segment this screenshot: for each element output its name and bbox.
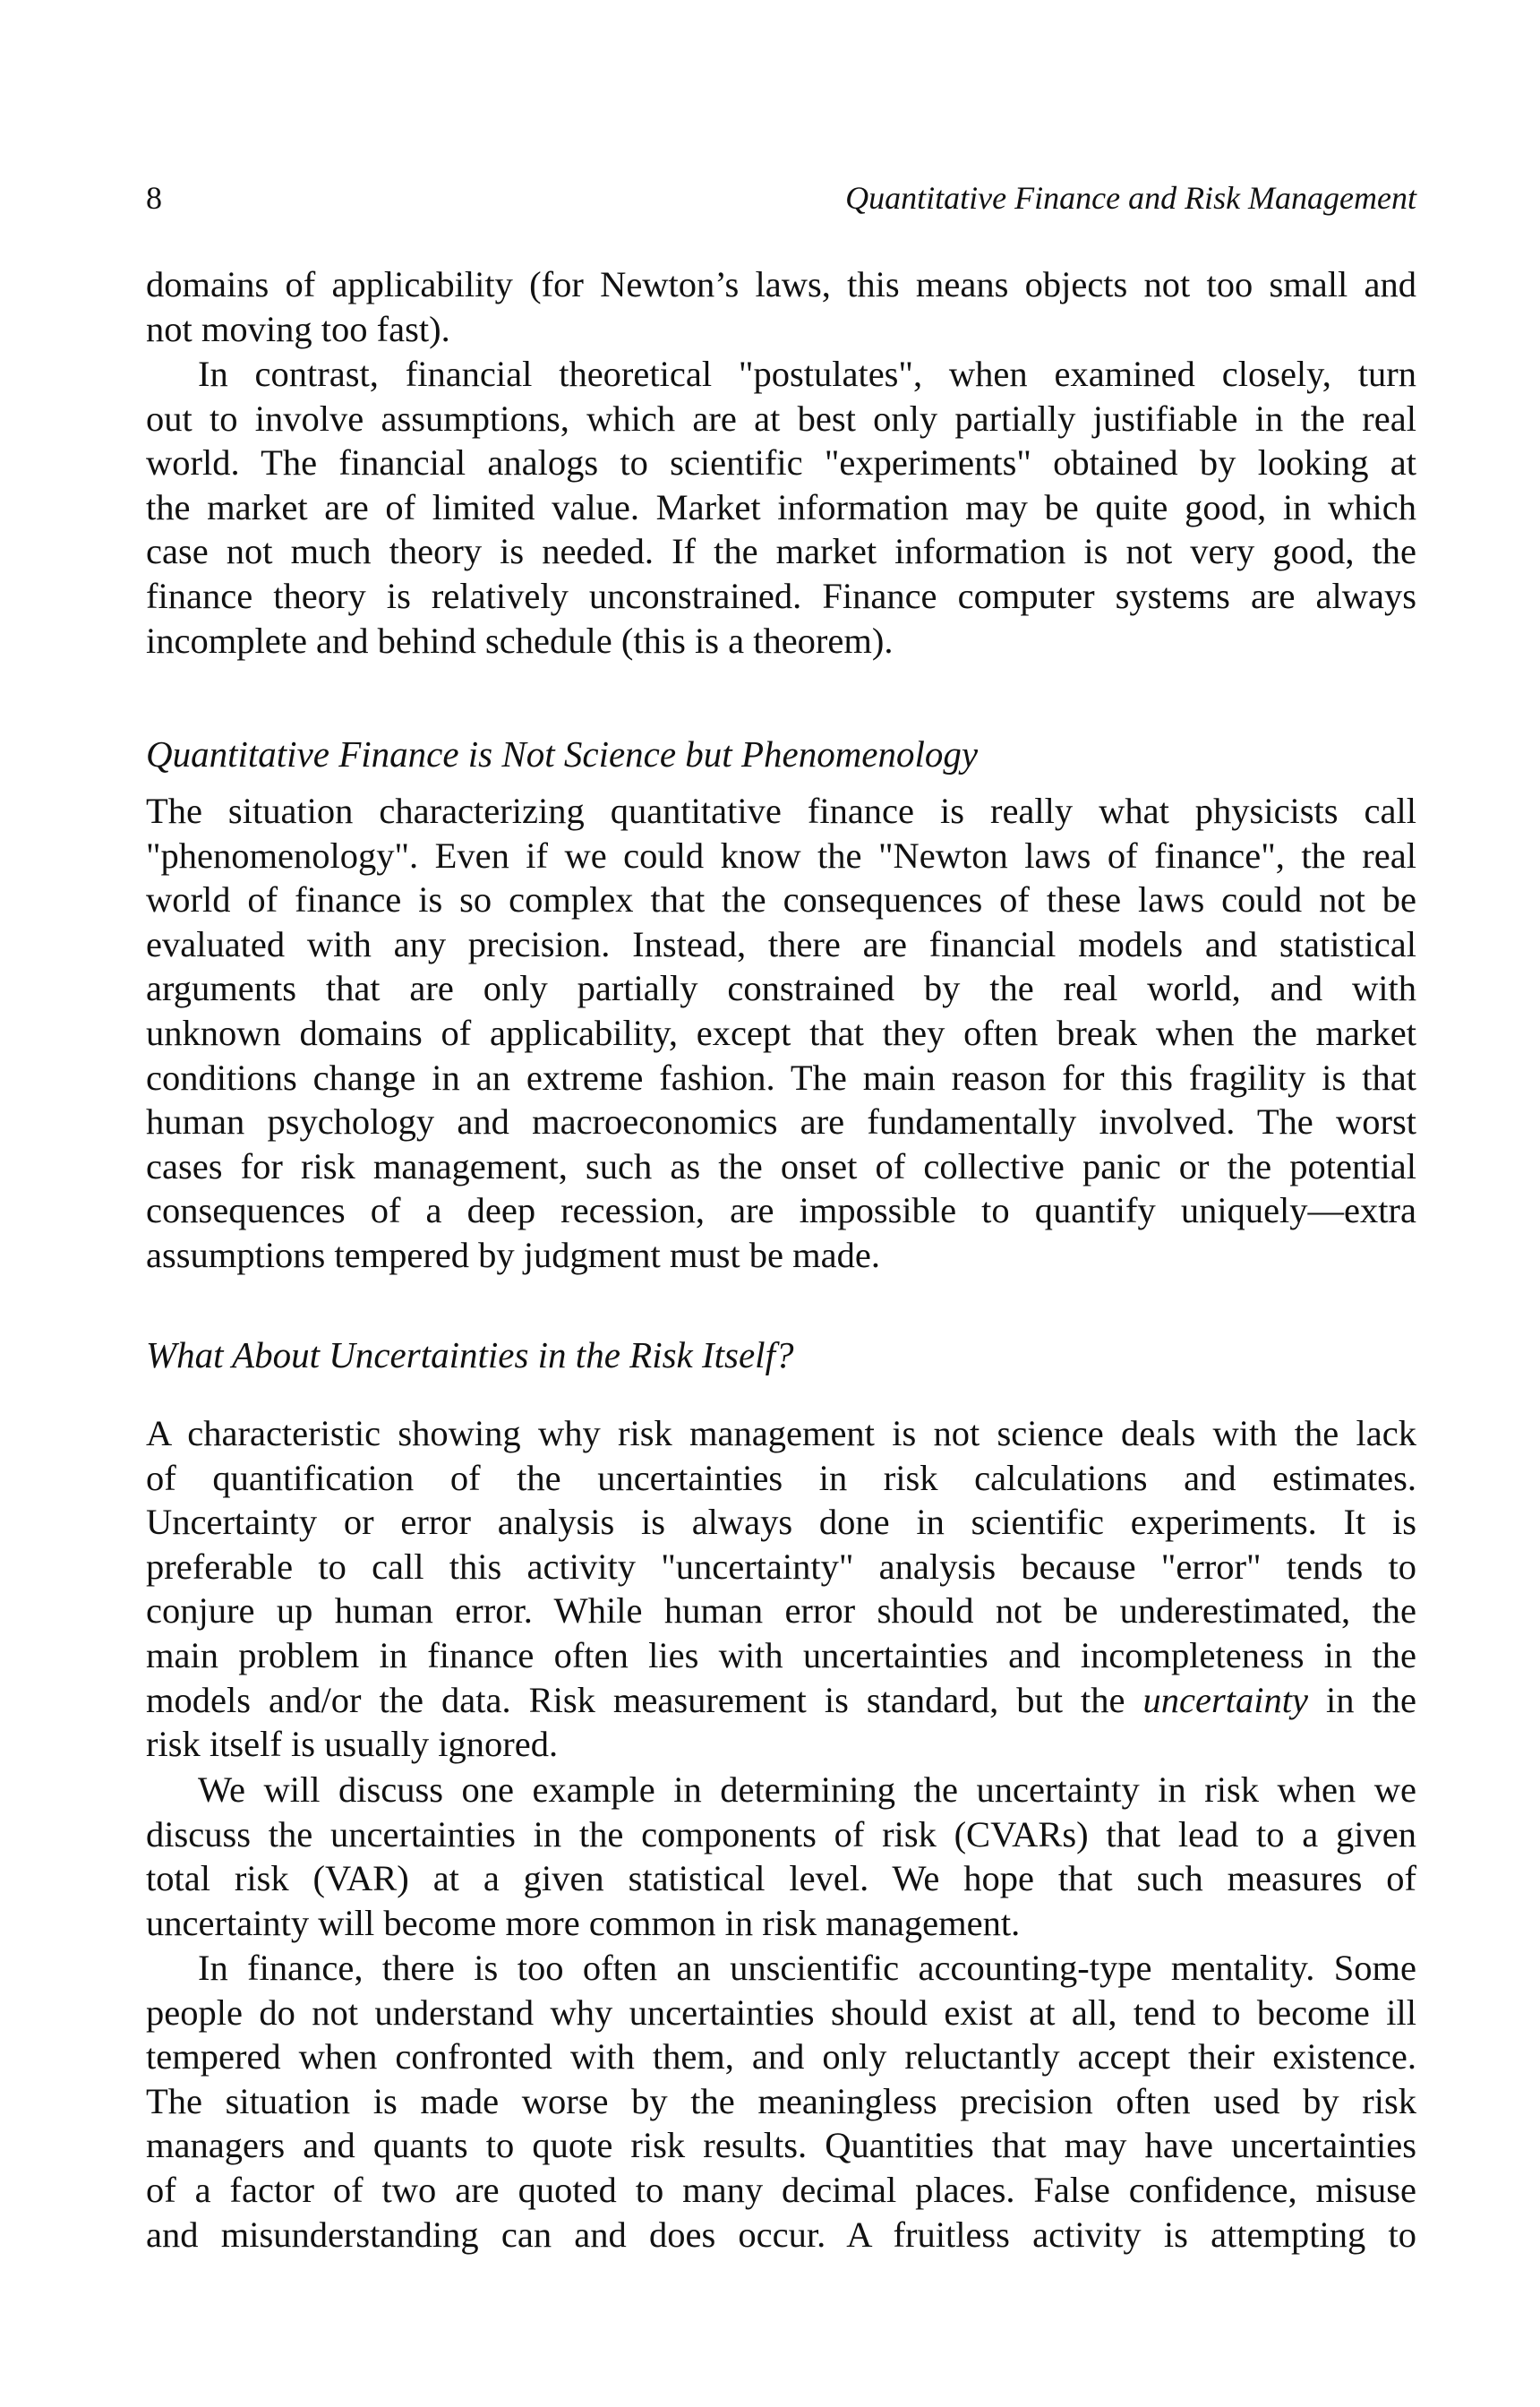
text-line: evaluated with any precision. Instead, there are financial models and statistical <box>146 923 1416 964</box>
text-run: models and/or the data. Risk measurement is standard, but the <box>146 1679 1143 1720</box>
text-line: The situation characterizing quantitative finance is really what physicists call <box>146 791 1416 831</box>
text-line: the market are of limited value. Market information may be quite good, in which <box>146 486 1416 527</box>
text-line: preferable to call this activity "uncertainty" analysis because "error" tends to <box>146 1546 1416 1587</box>
text-line: conjure up human error. While human error should not be underestimated, the <box>146 1590 1416 1632</box>
text-line: case not much theory is needed. If the market information is not very good, the <box>146 531 1416 572</box>
text-line: world of finance is so complex that the consequences of these laws could not be <box>146 879 1416 921</box>
text-line: out to involve assumptions, which are at best only partially justifiable in the real <box>146 398 1416 439</box>
paragraph-6 <box>146 1946 1416 2257</box>
text-line: of quantification of the uncertainties in risk calculations and estimates. <box>146 1457 1416 1498</box>
paragraph-2 <box>146 352 1416 663</box>
text-run: in the <box>1307 1679 1416 1720</box>
text-line: domains of applicability (for Newton’s laws, this means objects not too small and <box>146 264 1416 304</box>
paragraph-1 <box>146 262 1416 351</box>
text-line: assumptions tempered by judgment must be made. <box>146 1234 880 1275</box>
text-line: world. The financial analogs to scientific "experiments" obtained by looking at <box>146 442 1416 484</box>
text-line: unknown domains of applicability, except that they often break when the market <box>146 1012 1416 1053</box>
text-line: risk itself is usually ignored. <box>146 1724 559 1765</box>
text-line: and misunderstanding can and does occur. A fruitless activity is attempting to <box>146 2214 1416 2255</box>
text-line: of a factor of two are quoted to many decimal places. False confidence, misuse <box>146 2169 1416 2210</box>
text-line: We will discuss one example in determining the uncertainty in risk when we <box>198 1769 1416 1810</box>
paragraph-5 <box>146 1768 1416 1945</box>
paragraph-4 <box>146 1411 1416 1767</box>
text-line: discuss the uncertainties in the components of risk (CVARs) that lead to a given <box>146 1813 1416 1855</box>
text-line: cases for risk management, such as the onset of collective panic or the potential <box>146 1145 1416 1186</box>
text-line: "phenomenology". Even if we could know the "Newton laws of finance", the real <box>146 835 1416 876</box>
text-line: The situation is made worse by the meaningless precision often used by risk <box>146 2080 1416 2121</box>
text-line: In finance, there is too often an unscientific accounting-type mentality. Some <box>198 1948 1416 1988</box>
text-line: finance theory is relatively unconstrained. Finance computer systems are always <box>146 575 1416 616</box>
text-line: consequences of a deep recession, are impossible to quantify uniquely—extra <box>146 1190 1416 1231</box>
section-heading-uncertainties: What About Uncertainties in the Risk Itself? <box>146 1334 794 1375</box>
running-title: Quantitative Finance and Risk Management <box>845 180 1416 216</box>
text-line: tempered when confronted with them, and only reluctantly accept their existence. <box>146 2036 1416 2077</box>
text-line: A characteristic showing why risk management is not science deals with the lack <box>146 1413 1416 1453</box>
text-line: Uncertainty or error analysis is always done in scientific experiments. It is <box>146 1502 1416 1543</box>
text-line: managers and quants to quote risk results. Quantities that may have uncertainties <box>146 2125 1416 2166</box>
text-line: conditions change in an extreme fashion. The main reason for this fragility is that <box>146 1057 1416 1098</box>
text-line <box>146 1678 1416 1723</box>
text-line: people do not understand why uncertainties should exist at all, tend to become ill <box>146 1992 1416 2033</box>
text-line: uncertainty will become more common in risk management. <box>146 1902 1021 1943</box>
text-line: arguments that are only partially constrained by the real world, and with <box>146 968 1416 1009</box>
page-number: 8 <box>146 180 162 216</box>
section-heading-phenomenology: Quantitative Finance is Not Science but Phenomenology <box>146 733 979 775</box>
text-line: incomplete and behind schedule (this is a theorem). <box>146 620 894 661</box>
text-line: In contrast, financial theoretical "postulates", when examined closely, turn <box>198 354 1416 394</box>
text-line: total risk (VAR) at a given statistical level. We hope that such measures of <box>146 1858 1416 1899</box>
emphasis-uncertainty: uncertainty <box>1142 1679 1308 1720</box>
text-line: not moving too fast). <box>146 308 450 349</box>
text-line: main problem in finance often lies with uncertainties and incompleteness in the <box>146 1634 1416 1675</box>
text-line: human psychology and macroeconomics are fundamentally involved. The worst <box>146 1101 1416 1143</box>
paragraph-3 <box>146 789 1416 1278</box>
